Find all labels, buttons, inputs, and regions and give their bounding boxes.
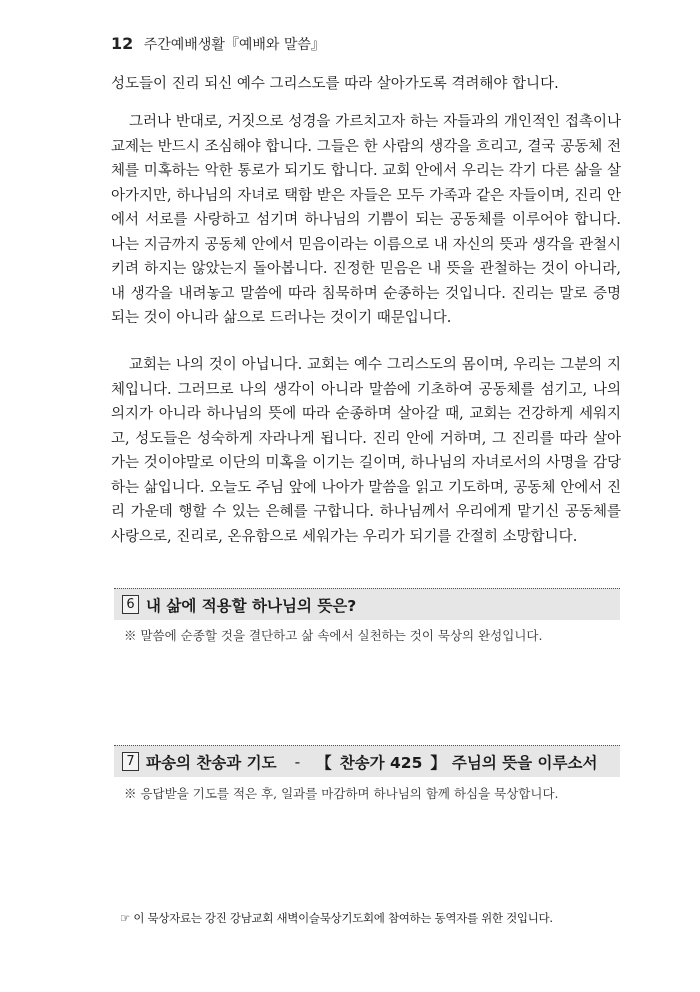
page-number: 12: [111, 34, 134, 53]
section-6-title: 내 삶에 적용할 하나님의 뜻은?: [146, 596, 357, 615]
section-7-heading: [114, 745, 620, 777]
hymn-bracket-open: 【: [316, 753, 332, 772]
section-7-number: 7: [122, 752, 139, 771]
paragraph-1: 성도들이 진리 되신 예수 그리스도를 따라 살아가도록 격려해야 합니다.: [111, 76, 559, 92]
section-6-note: ※ 말씀에 순종할 것을 결단하고 삶 속에서 실천하는 것이 묵상의 완성입니다.: [124, 628, 543, 643]
paragraph-3: 교회는 나의 것이 아닙니다. 교회는 예수 그리스도의 몸이며, 우리는 그분의 지체입니다. 그러므로 나의 생각이 아니라 말씀에 기초하여 공동체를 섬기고, 나의 의지가 아니라 하나님의 뜻에 따라 순종하며 살아갈 때, 교회는 건강하게 세워지고, 성도들은 성숙하게 자라나게 됩니다. 진리 안에 거하며, 그 진리를 따라 살아가는 것이야말로 이단의 미혹을 이기는 길이며, 하나님의 자녀로서의 사명을 감당하는 삶입니다. 오늘도 주님 앞에 나아가 말씀을 읽고 기도하며, 공동체 안에서 진리 가운데 행할 수 있는 은혜를 구합니다. 하나님께서 우리에게 맡기신 공동체를 사랑으로, 진리로, 온유함으로 세워가는 우리가 되기를 간절히 소망합니다.: [111, 357, 621, 545]
hymn-title: 주님의 뜻을 이루소서: [451, 753, 598, 772]
header-title: 주간예배생활『예배와 말씀』: [143, 37, 325, 53]
hymn-number: 찬송가 425: [339, 753, 423, 772]
hymn-bracket-close: 】: [430, 753, 446, 772]
section-7-dash: -: [294, 752, 301, 771]
page-header: [111, 34, 325, 54]
section-7-title: 파송의 찬송과 기도: [146, 753, 277, 772]
section-6-heading: [114, 588, 620, 620]
section-6-number: 6: [122, 595, 139, 614]
section-7-note: ※ 응답받을 기도를 적은 후, 일과를 마감하며 하나님의 함께 하심을 묵상합니다.: [124, 786, 559, 801]
paragraph-2: 그러나 반대로, 거짓으로 성경을 가르치고자 하는 자들과의 개인적인 접촉이나 교제는 반드시 조심해야 합니다. 그들은 한 사람의 생각을 흐리고, 결국 공동체 전체를 미혹하는 악한 통로가 되기도 합니다. 교회 안에서 우리는 각기 다른 삶을 살아가지만, 하나님의 자녀로 택함 받은 자들은 모두 가족과 같은 자들이며, 진리 안에서 서로를 사랑하고 섬기며 하나님의 기쁨이 되는 공동체를 이루어야 합니다. 나는 지금까지 공동체 안에서 믿음이라는 이름으로 내 자신의 뜻과 생각을 관철시키려 하지는 않았는지 돌아봅니다. 진정한 믿음은 내 뜻을 관철하는 것이 아니라, 내 생각을 내려놓고 말씀에 따라 침묵하며 순종하는 것입니다. 진리는 말로 증명되는 것이 아니라 삶으로 드러나는 것이기 때문입니다.: [111, 114, 621, 326]
footer-note: ☞ 이 묵상자료는 강진 강남교회 새벽이슬묵상기도회에 참여하는 동역자를 위한 것입니다.: [120, 911, 553, 925]
